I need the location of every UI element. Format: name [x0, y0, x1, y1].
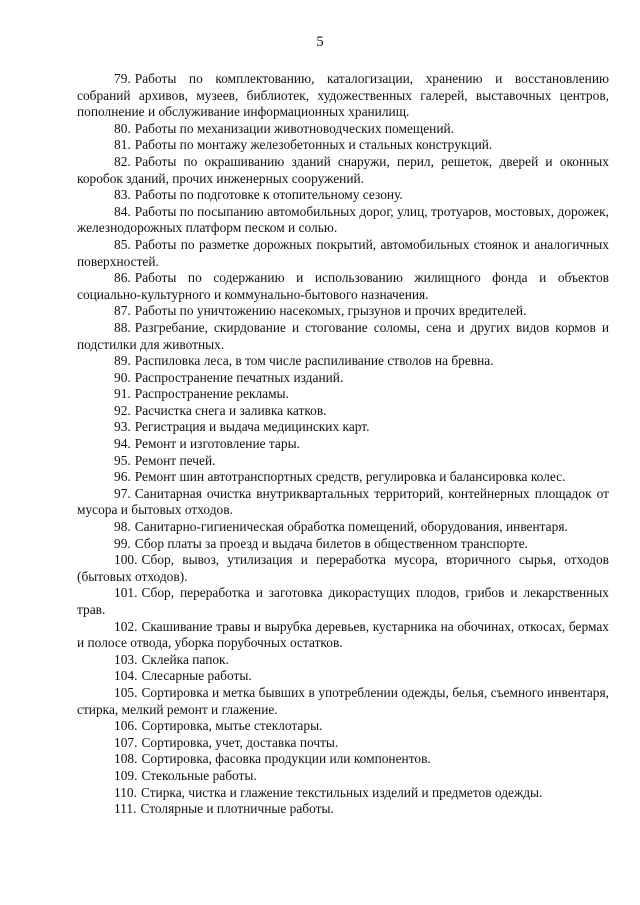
list-item	[77, 735, 609, 752]
item-number: 87.	[114, 303, 131, 319]
item-text: Работы по монтажу железобетонных и стальных конструкций.	[134, 137, 493, 153]
item-number: 83.	[114, 187, 131, 203]
list-item	[77, 121, 609, 138]
item-text: Сортировка и метка бывших в употреблении одежды, белья, съемного инвентаря, стирка, мелкий ремонт и глажение.	[77, 684, 609, 717]
item-text: Разгребание, скирдование и стогование соломы, сена и других видов кормов и подстилки для животных.	[77, 319, 609, 352]
item-number: 88.	[114, 319, 131, 335]
list-item	[77, 71, 609, 121]
list-item	[77, 469, 609, 486]
item-number: 79.	[114, 71, 131, 86]
item-number: 94.	[114, 436, 131, 452]
list-item	[77, 303, 609, 320]
item-number: 92.	[114, 402, 131, 418]
list-item	[77, 419, 609, 436]
list-item	[77, 187, 609, 204]
list-item	[77, 453, 609, 470]
item-text: Склейка папок.	[141, 651, 229, 667]
list-item	[77, 668, 609, 685]
list-item	[77, 436, 609, 453]
list-item	[77, 801, 609, 818]
list-item	[77, 751, 609, 768]
item-number: 101.	[114, 585, 138, 601]
item-text: Работы по комплектованию, каталогизации, хранению и восстановлению собраний архивов, музеев, библиотек, художественных галерей, выставочных центров, пополнение и обслуживание информационных хранилищ.	[77, 71, 609, 120]
item-number: 104.	[114, 668, 138, 684]
page-number: 5	[316, 34, 324, 50]
item-number: 91.	[114, 386, 131, 402]
item-text: Работы по содержанию и использованию жилищного фонда и объектов социально-культурного и коммунально-бытового назначения.	[77, 270, 609, 302]
item-text: Сбор, переработка и заготовка дикорастущих плодов, грибов и лекарственных трав.	[77, 585, 609, 617]
list-item	[77, 552, 609, 585]
item-number: 99.	[114, 535, 131, 551]
item-number: 108.	[114, 751, 138, 767]
list-item	[77, 353, 609, 370]
item-text: Работы по подготовке к отопительному сезону.	[134, 187, 403, 203]
item-number: 103.	[114, 651, 138, 667]
item-text: Сбор платы за проезд и выдача билетов в общественном транспорте.	[134, 535, 529, 551]
list-item	[77, 154, 609, 187]
item-text: Расчистка снега и заливка катков.	[134, 402, 327, 418]
item-text: Санитарная очистка внутриквартальных территорий, контейнерных площадок от мусора и бытовых отходов.	[77, 485, 609, 518]
item-text: Работы по окрашиванию зданий снаружи, перил, решеток, дверей и оконных коробок зданий, прочих инженерных сооружений.	[77, 153, 609, 186]
document-body	[77, 71, 609, 818]
item-number: 82.	[114, 153, 131, 169]
item-text: Стекольные работы.	[141, 767, 257, 783]
item-number: 86.	[114, 270, 131, 286]
item-text: Сортировка, учет, доставка почты.	[141, 734, 339, 750]
item-number: 81.	[114, 137, 131, 153]
list-item	[77, 536, 609, 553]
item-number: 89.	[114, 353, 131, 369]
list-item	[77, 370, 609, 387]
item-text: Работы по механизации животноводческих помещений.	[134, 120, 455, 136]
item-text: Скашивание травы и вырубка деревьев, кустарника на обочинах, откосах, бермах и полосе отвода, уборка порубочных остатков.	[77, 618, 609, 651]
item-number: 93.	[114, 419, 131, 435]
item-number: 97.	[114, 485, 131, 501]
item-text: Распиловка леса, в том числе распиливание стволов на бревна.	[134, 353, 494, 369]
item-text: Распространение печатных изданий.	[134, 369, 344, 385]
item-number: 106.	[114, 718, 138, 734]
item-number: 107.	[114, 734, 138, 750]
item-number: 90.	[114, 369, 131, 385]
list-item	[77, 486, 609, 519]
item-text: Сбор, вывоз, утилизация и переработка мусора, вторичного сырья, отходов (бытовых отходов).	[77, 552, 609, 584]
item-number: 105.	[114, 684, 138, 700]
item-text: Работы по разметке дорожных покрытий, автомобильных стоянок и аналогичных поверхностей.	[77, 236, 609, 269]
item-text: Стирка, чистка и глажение текстильных изделий и предметов одежды.	[140, 784, 543, 800]
item-text: Ремонт шин автотранспортных средств, регулировка и балансировка колес.	[134, 469, 566, 485]
item-number: 85.	[114, 236, 131, 252]
list-item	[77, 386, 609, 403]
item-text: Регистрация и выдача медицинских карт.	[134, 419, 370, 435]
list-item	[77, 785, 609, 802]
item-text: Работы по уничтожению насекомых, грызунов и прочих вредителей.	[134, 303, 527, 319]
item-text: Ремонт печей.	[134, 452, 216, 468]
item-text: Столярные и плотничные работы.	[140, 801, 334, 817]
list-item	[77, 270, 609, 303]
item-text: Сортировка, фасовка продукции или компонентов.	[141, 751, 431, 767]
item-text: Санитарно-гигиеническая обработка помещений, оборудования, инвентаря.	[134, 519, 568, 535]
item-number: 109.	[114, 767, 138, 783]
item-number: 100.	[114, 552, 138, 568]
list-item	[77, 652, 609, 669]
list-item	[77, 718, 609, 735]
item-text: Сортировка, мытье стеклотары.	[141, 718, 323, 734]
item-number: 80.	[114, 120, 131, 136]
item-text: Ремонт и изготовление тары.	[134, 436, 300, 452]
list-item	[77, 204, 609, 237]
list-item	[77, 137, 609, 154]
item-text: Слесарные работы.	[141, 668, 252, 684]
item-number: 102.	[114, 618, 138, 634]
list-item	[77, 685, 609, 718]
item-text: Работы по посыпанию автомобильных дорог, улиц, тротуаров, мостовых, дорожек, железнодорожных платформ песком и солью.	[77, 203, 609, 236]
list-item	[77, 768, 609, 785]
list-item	[77, 585, 609, 618]
item-text: Распространение рекламы.	[134, 386, 289, 402]
item-number: 110.	[114, 784, 137, 800]
item-number: 84.	[114, 203, 131, 219]
list-item	[77, 237, 609, 270]
item-number: 98.	[114, 519, 131, 535]
list-item	[77, 320, 609, 353]
list-item	[77, 519, 609, 536]
item-number: 96.	[114, 469, 131, 485]
list-item	[77, 619, 609, 652]
list-item	[77, 403, 609, 420]
item-number: 95.	[114, 452, 131, 468]
item-number: 111.	[114, 801, 137, 817]
